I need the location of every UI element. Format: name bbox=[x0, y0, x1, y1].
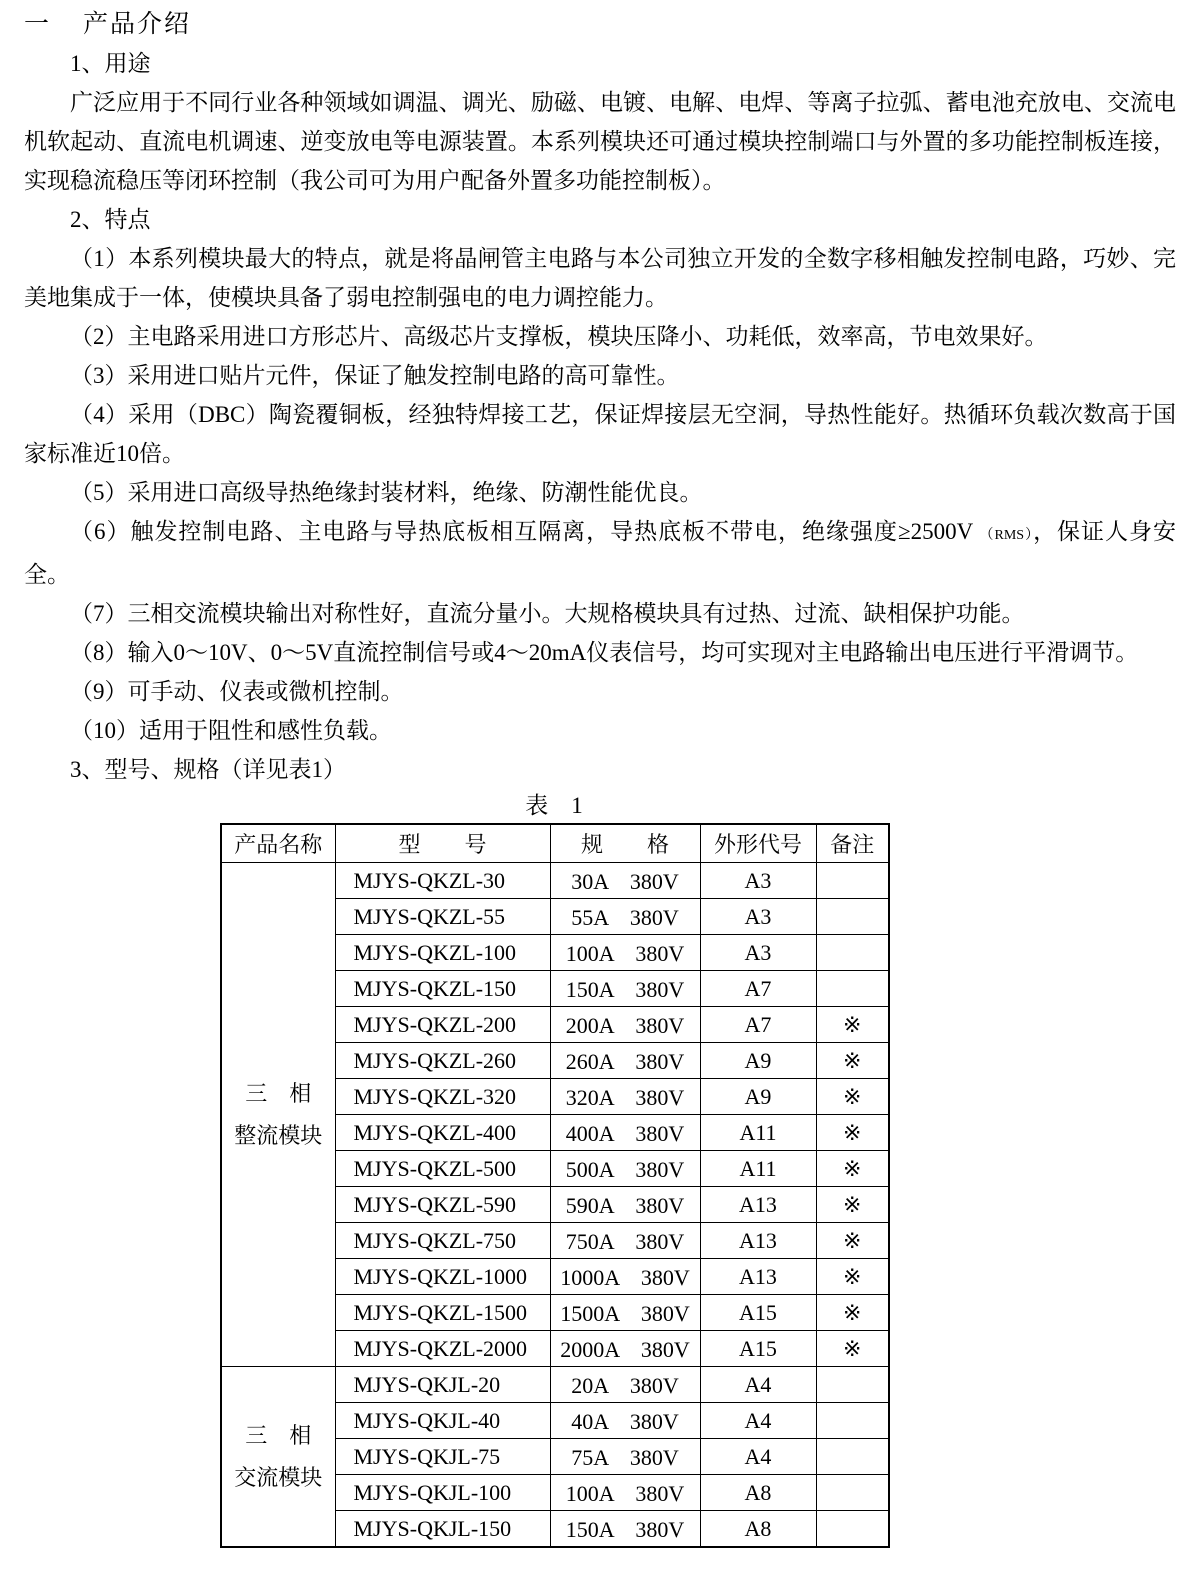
model-cell: MJYS-QKZL-1000 bbox=[335, 1259, 550, 1295]
feature-item-10: （10）适用于阻性和感性负载。 bbox=[70, 718, 392, 743]
page-title bbox=[24, 6, 1176, 44]
group-name-line: 整流模块 bbox=[234, 1122, 323, 1148]
spec-cell: 100A 380V bbox=[550, 1475, 700, 1511]
note-cell: ※ bbox=[816, 1331, 889, 1367]
table-row bbox=[221, 1367, 889, 1403]
model-cell: MJYS-QKZL-320 bbox=[335, 1079, 550, 1115]
feature-item-1: （1）本系列模块最大的特点，就是将晶闸管主电路与本公司独立开发的全数字移相触发控制电路，巧妙、完美地集成于一体，使模块具备了弱电控制强电的电力调控能力。 bbox=[24, 246, 1176, 310]
model-cell: MJYS-QKZL-200 bbox=[335, 1007, 550, 1043]
spec-cell: 1000A 380V bbox=[550, 1259, 700, 1295]
header-model: 型 号 bbox=[335, 824, 550, 863]
spec-cell: 750A 380V bbox=[550, 1223, 700, 1259]
model-cell: MJYS-QKZL-590 bbox=[335, 1187, 550, 1223]
spec-cell: 40A 380V bbox=[550, 1403, 700, 1439]
note-cell: ※ bbox=[816, 1223, 889, 1259]
feature-item-8: （8）输入0～10V、0～5V直流控制信号或4～20mA仪表信号，均可实现对主电路输出电压进行平滑调节。 bbox=[70, 640, 1139, 665]
code-cell: A7 bbox=[700, 1007, 816, 1043]
note-cell bbox=[816, 1403, 889, 1439]
feature-item-3: （3）采用进口贴片元件，保证了触发控制电路的高可靠性。 bbox=[70, 363, 680, 388]
note-cell bbox=[816, 1475, 889, 1511]
heading-number: 一 bbox=[24, 11, 50, 38]
header-shape-code: 外形代号 bbox=[700, 824, 816, 863]
table-row bbox=[221, 863, 889, 899]
header-note: 备注 bbox=[816, 824, 889, 863]
model-cell: MJYS-QKZL-100 bbox=[335, 935, 550, 971]
code-cell: A8 bbox=[700, 1475, 816, 1511]
feature-item-6 bbox=[24, 512, 1176, 594]
model-cell: MJYS-QKZL-400 bbox=[335, 1115, 550, 1151]
spec-cell: 590A 380V bbox=[550, 1187, 700, 1223]
table-caption: 表 1 bbox=[525, 793, 583, 818]
note-cell: ※ bbox=[816, 1007, 889, 1043]
code-cell: A9 bbox=[700, 1043, 816, 1079]
note-cell bbox=[816, 1439, 889, 1475]
model-cell: MJYS-QKJL-150 bbox=[335, 1511, 550, 1548]
note-cell: ※ bbox=[816, 1115, 889, 1151]
spec-cell: 260A 380V bbox=[550, 1043, 700, 1079]
code-cell: A13 bbox=[700, 1223, 816, 1259]
model-cell: MJYS-QKZL-30 bbox=[335, 863, 550, 899]
rms-subscript: （RMS） bbox=[979, 528, 1034, 543]
code-cell: A15 bbox=[700, 1331, 816, 1367]
code-cell: A13 bbox=[700, 1187, 816, 1223]
section-title-features: 2、特点 bbox=[70, 207, 151, 232]
heading-text: 产品介绍 bbox=[83, 11, 192, 38]
feature-6-text-end: ，保证人身安全。 bbox=[24, 519, 1176, 587]
note-cell bbox=[816, 863, 889, 899]
code-cell: A11 bbox=[700, 1151, 816, 1187]
note-cell bbox=[816, 1367, 889, 1403]
feature-item-5: （5）采用进口高级导热绝缘封装材料，绝缘、防潮性能优良。 bbox=[70, 480, 703, 505]
spec-cell: 2000A 380V bbox=[550, 1331, 700, 1367]
feature-item-7: （7）三相交流模块输出对称性好，直流分量小。大规格模块具有过热、过流、缺相保护功能。 bbox=[70, 601, 1025, 626]
group-name-rectifier bbox=[221, 863, 335, 1367]
code-cell: A4 bbox=[700, 1367, 816, 1403]
feature-item-9: （9）可手动、仪表或微机控制。 bbox=[70, 679, 404, 704]
code-cell: A4 bbox=[700, 1403, 816, 1439]
note-cell: ※ bbox=[816, 1187, 889, 1223]
code-cell: A9 bbox=[700, 1079, 816, 1115]
code-cell: A15 bbox=[700, 1295, 816, 1331]
section-title-usage: 1、用途 bbox=[70, 51, 151, 76]
code-cell: A3 bbox=[700, 863, 816, 899]
spec-cell: 55A 380V bbox=[550, 899, 700, 935]
spec-cell: 400A 380V bbox=[550, 1115, 700, 1151]
feature-6-text-start: （6）触发控制电路、主电路与导热底板相互隔离，导热底板不带电，绝缘强度≥2500V bbox=[70, 519, 980, 544]
model-cell: MJYS-QKZL-55 bbox=[335, 899, 550, 935]
header-spec: 规 格 bbox=[550, 824, 700, 863]
section-title-models: 3、型号、规格（详见表1） bbox=[70, 757, 346, 782]
note-cell: ※ bbox=[816, 1295, 889, 1331]
spec-table-wrapper bbox=[220, 789, 888, 1548]
code-cell: A3 bbox=[700, 935, 816, 971]
spec-table bbox=[220, 823, 890, 1548]
note-cell bbox=[816, 935, 889, 971]
spec-cell: 30A 380V bbox=[550, 863, 700, 899]
paragraph-usage: 广泛应用于不同行业各种领域如调温、调光、励磁、电镀、电解、电焊、等离子拉弧、蓄电池充放电、交流电机软起动、直流电机调速、逆变放电等电源装置。本系列模块还可通过模块控制端口与外置的多功能控制板连接，实现稳流稳压等闭环控制（我公司可为用户配备外置多功能控制板）。 bbox=[24, 90, 1176, 193]
code-cell: A7 bbox=[700, 971, 816, 1007]
note-cell: ※ bbox=[816, 1043, 889, 1079]
model-cell: MJYS-QKJL-75 bbox=[335, 1439, 550, 1475]
note-cell bbox=[816, 971, 889, 1007]
code-cell: A11 bbox=[700, 1115, 816, 1151]
model-cell: MJYS-QKZL-1500 bbox=[335, 1295, 550, 1331]
spec-cell: 1500A 380V bbox=[550, 1295, 700, 1331]
model-cell: MJYS-QKZL-500 bbox=[335, 1151, 550, 1187]
model-cell: MJYS-QKZL-150 bbox=[335, 971, 550, 1007]
group-name-line: 交流模块 bbox=[234, 1464, 323, 1490]
note-cell: ※ bbox=[816, 1079, 889, 1115]
model-cell: MJYS-QKJL-40 bbox=[335, 1403, 550, 1439]
note-cell bbox=[816, 1511, 889, 1548]
note-cell: ※ bbox=[816, 1151, 889, 1187]
code-cell: A13 bbox=[700, 1259, 816, 1295]
model-cell: MJYS-QKJL-100 bbox=[335, 1475, 550, 1511]
note-cell bbox=[816, 899, 889, 935]
spec-cell: 150A 380V bbox=[550, 1511, 700, 1548]
spec-cell: 200A 380V bbox=[550, 1007, 700, 1043]
model-cell: MJYS-QKZL-750 bbox=[335, 1223, 550, 1259]
note-cell: ※ bbox=[816, 1259, 889, 1295]
spec-cell: 75A 380V bbox=[550, 1439, 700, 1475]
header-product-name: 产品名称 bbox=[221, 824, 335, 863]
spec-cell: 20A 380V bbox=[550, 1367, 700, 1403]
feature-item-4: （4）采用（DBC）陶瓷覆铜板，经独特焊接工艺，保证焊接层无空洞，导热性能好。热循环负载次数高于国家标准近10倍。 bbox=[24, 402, 1176, 466]
spec-cell: 320A 380V bbox=[550, 1079, 700, 1115]
group-name-ac bbox=[221, 1367, 335, 1548]
model-cell: MJYS-QKZL-2000 bbox=[335, 1331, 550, 1367]
feature-item-2: （2）主电路采用进口方形芯片、高级芯片支撑板，模块压降小、功耗低，效率高，节电效果好。 bbox=[70, 324, 1048, 349]
code-cell: A3 bbox=[700, 899, 816, 935]
table-header-row bbox=[221, 824, 889, 863]
model-cell: MJYS-QKZL-260 bbox=[335, 1043, 550, 1079]
spec-cell: 100A 380V bbox=[550, 935, 700, 971]
spec-cell: 150A 380V bbox=[550, 971, 700, 1007]
model-cell: MJYS-QKJL-20 bbox=[335, 1367, 550, 1403]
code-cell: A4 bbox=[700, 1439, 816, 1475]
spec-cell: 500A 380V bbox=[550, 1151, 700, 1187]
group-name-line: 三 相 bbox=[245, 1080, 312, 1106]
group-name-line: 三 相 bbox=[245, 1422, 312, 1448]
code-cell: A8 bbox=[700, 1511, 816, 1548]
